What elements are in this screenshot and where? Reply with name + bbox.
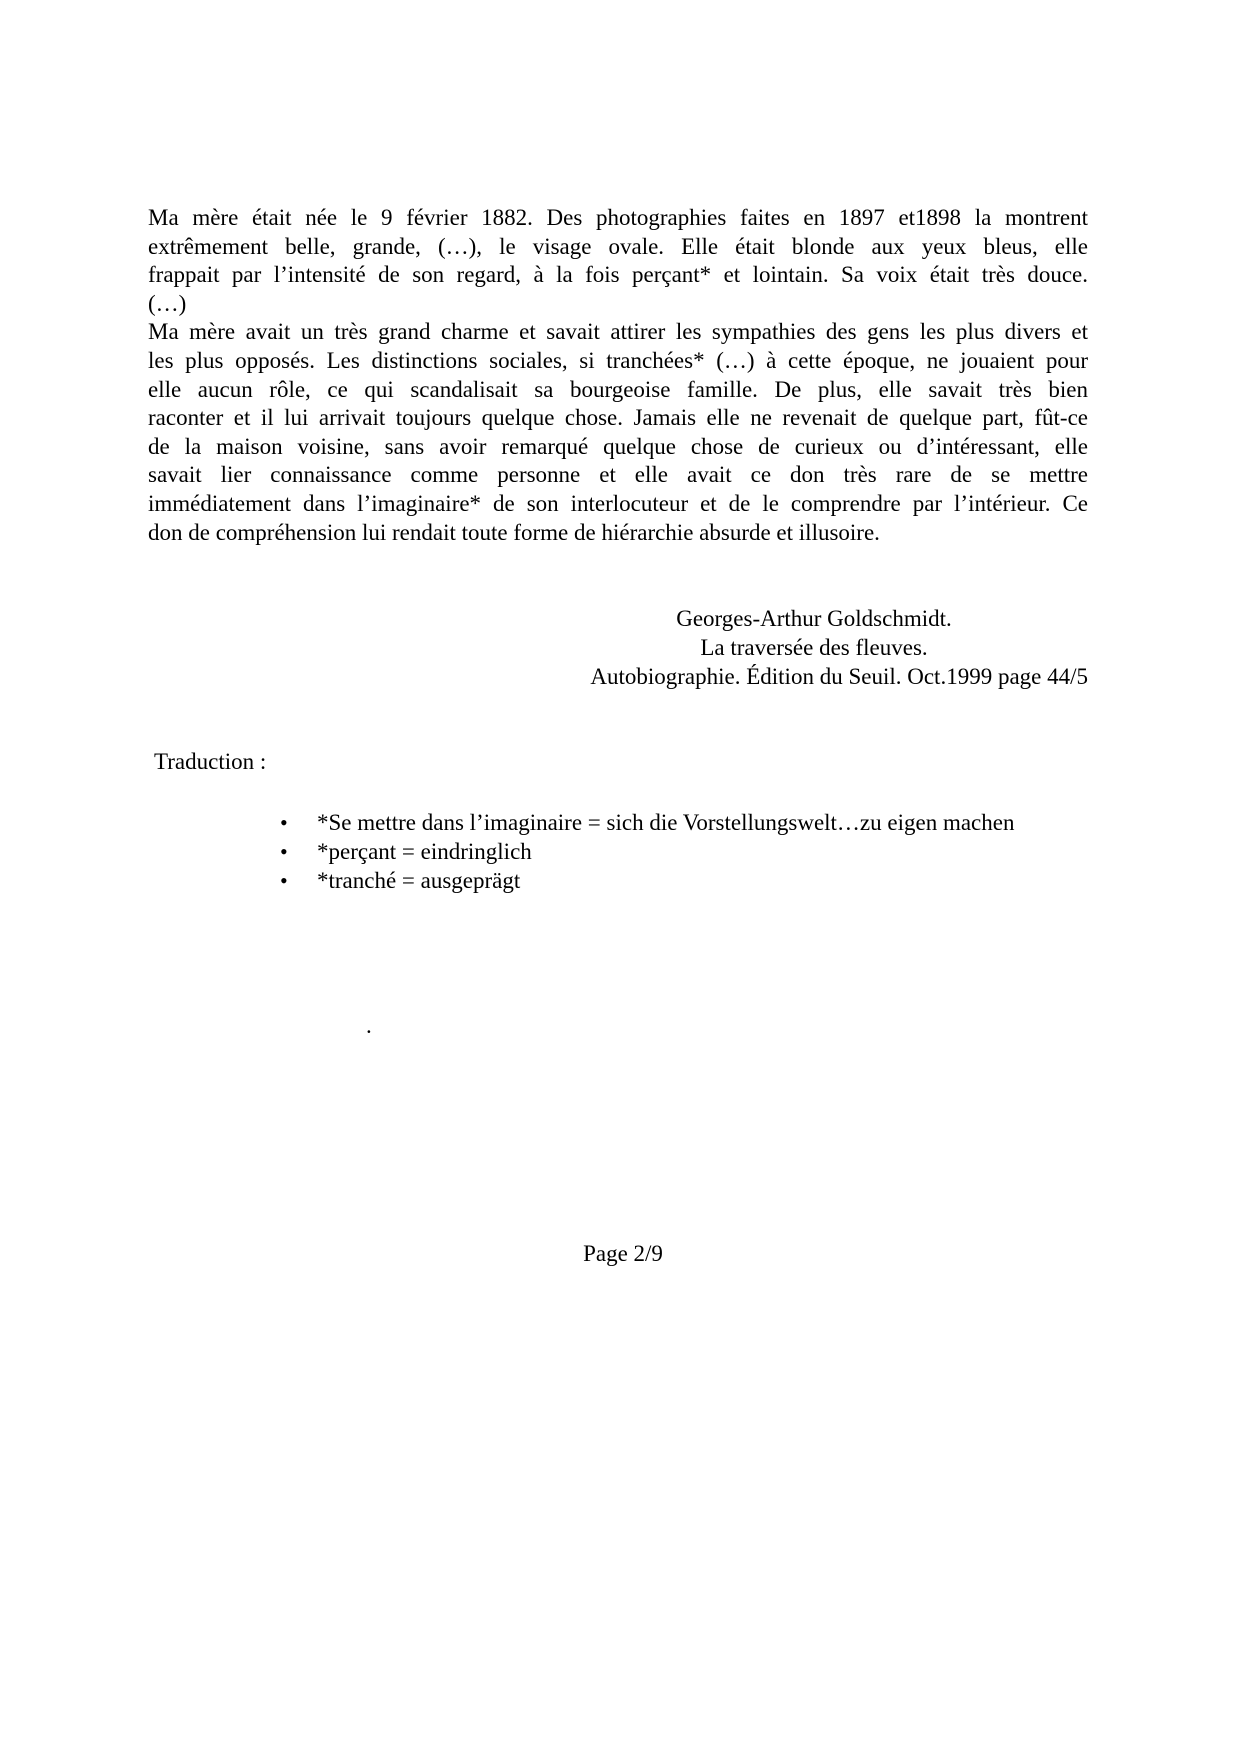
page-number: [0, 1240, 1240, 1268]
body-line: de la maison voisine, sans avoir remarqué quelque chose de curieux ou d’intéressant, elle: [148, 433, 1088, 459]
bullet-icon: •: [280, 839, 288, 864]
body-line: immédiatement dans l’imaginaire* de son interlocuteur et de le comprendre par l’intérieur. Ce: [148, 490, 1088, 516]
glossary-entry: *perçant = eindringlich: [317, 839, 532, 864]
glossary-entry: *Se mettre dans l’imaginaire = sich die Vorstellungswelt…zu eigen machen: [317, 810, 1015, 835]
body-line: frappait par l’intensité de son regard, à la fois perçant* et lointain. Sa voix était très douce.: [148, 262, 1088, 288]
bullet-icon: •: [280, 810, 288, 835]
citation-details: Autobiographie. Édition du Seuil. Oct.1999 page 44/5: [590, 664, 1088, 689]
body-line: don de compréhension lui rendait toute forme de hiérarchie absurde et illusoire.: [148, 519, 880, 545]
body-line: savait lier connaissance comme personne et elle avait ce don très rare de se mettre: [148, 462, 1088, 488]
body-line: les plus opposés. Les distinctions sociales, si tranchées* (…) à cette époque, ne jouaient pour: [148, 347, 1088, 373]
body-paragraphs: [148, 204, 1088, 547]
bullet-icon: •: [280, 868, 288, 893]
source-citation: [540, 604, 1088, 691]
glossary-item: [280, 866, 1014, 895]
page-number-text: Page 2/9: [583, 1241, 663, 1266]
translation-heading: Traduction :: [154, 749, 267, 774]
body-line: Ma mère avait un très grand charme et savait attirer les sympathies des gens les plus divers et: [148, 319, 1088, 345]
glossary-list: [280, 808, 1014, 895]
body-line: (…): [148, 290, 187, 316]
glossary-entry: *tranché = ausgeprägt: [317, 868, 521, 893]
stray-mark: .: [366, 1013, 372, 1038]
body-line: elle aucun rôle, ce qui scandalisait sa bourgeoise famille. De plus, elle savait très bien: [148, 376, 1088, 402]
glossary-item: [280, 808, 1014, 837]
body-line: Ma mère était née le 9 février 1882. Des photographies faites en 1897 et1898 la montrent: [148, 205, 1088, 230]
glossary-item: [280, 837, 1014, 866]
body-line: raconter et il lui arrivait toujours quelque chose. Jamais elle ne revenait de quelque part, fût-ce: [148, 405, 1088, 431]
citation-author: Georges-Arthur Goldschmidt.: [676, 606, 952, 631]
citation-title: La traversée des fleuves.: [700, 635, 928, 660]
body-line: extrêmement belle, grande, (…), le visage ovale. Elle était blonde aux yeux bleus, elle: [148, 233, 1088, 259]
